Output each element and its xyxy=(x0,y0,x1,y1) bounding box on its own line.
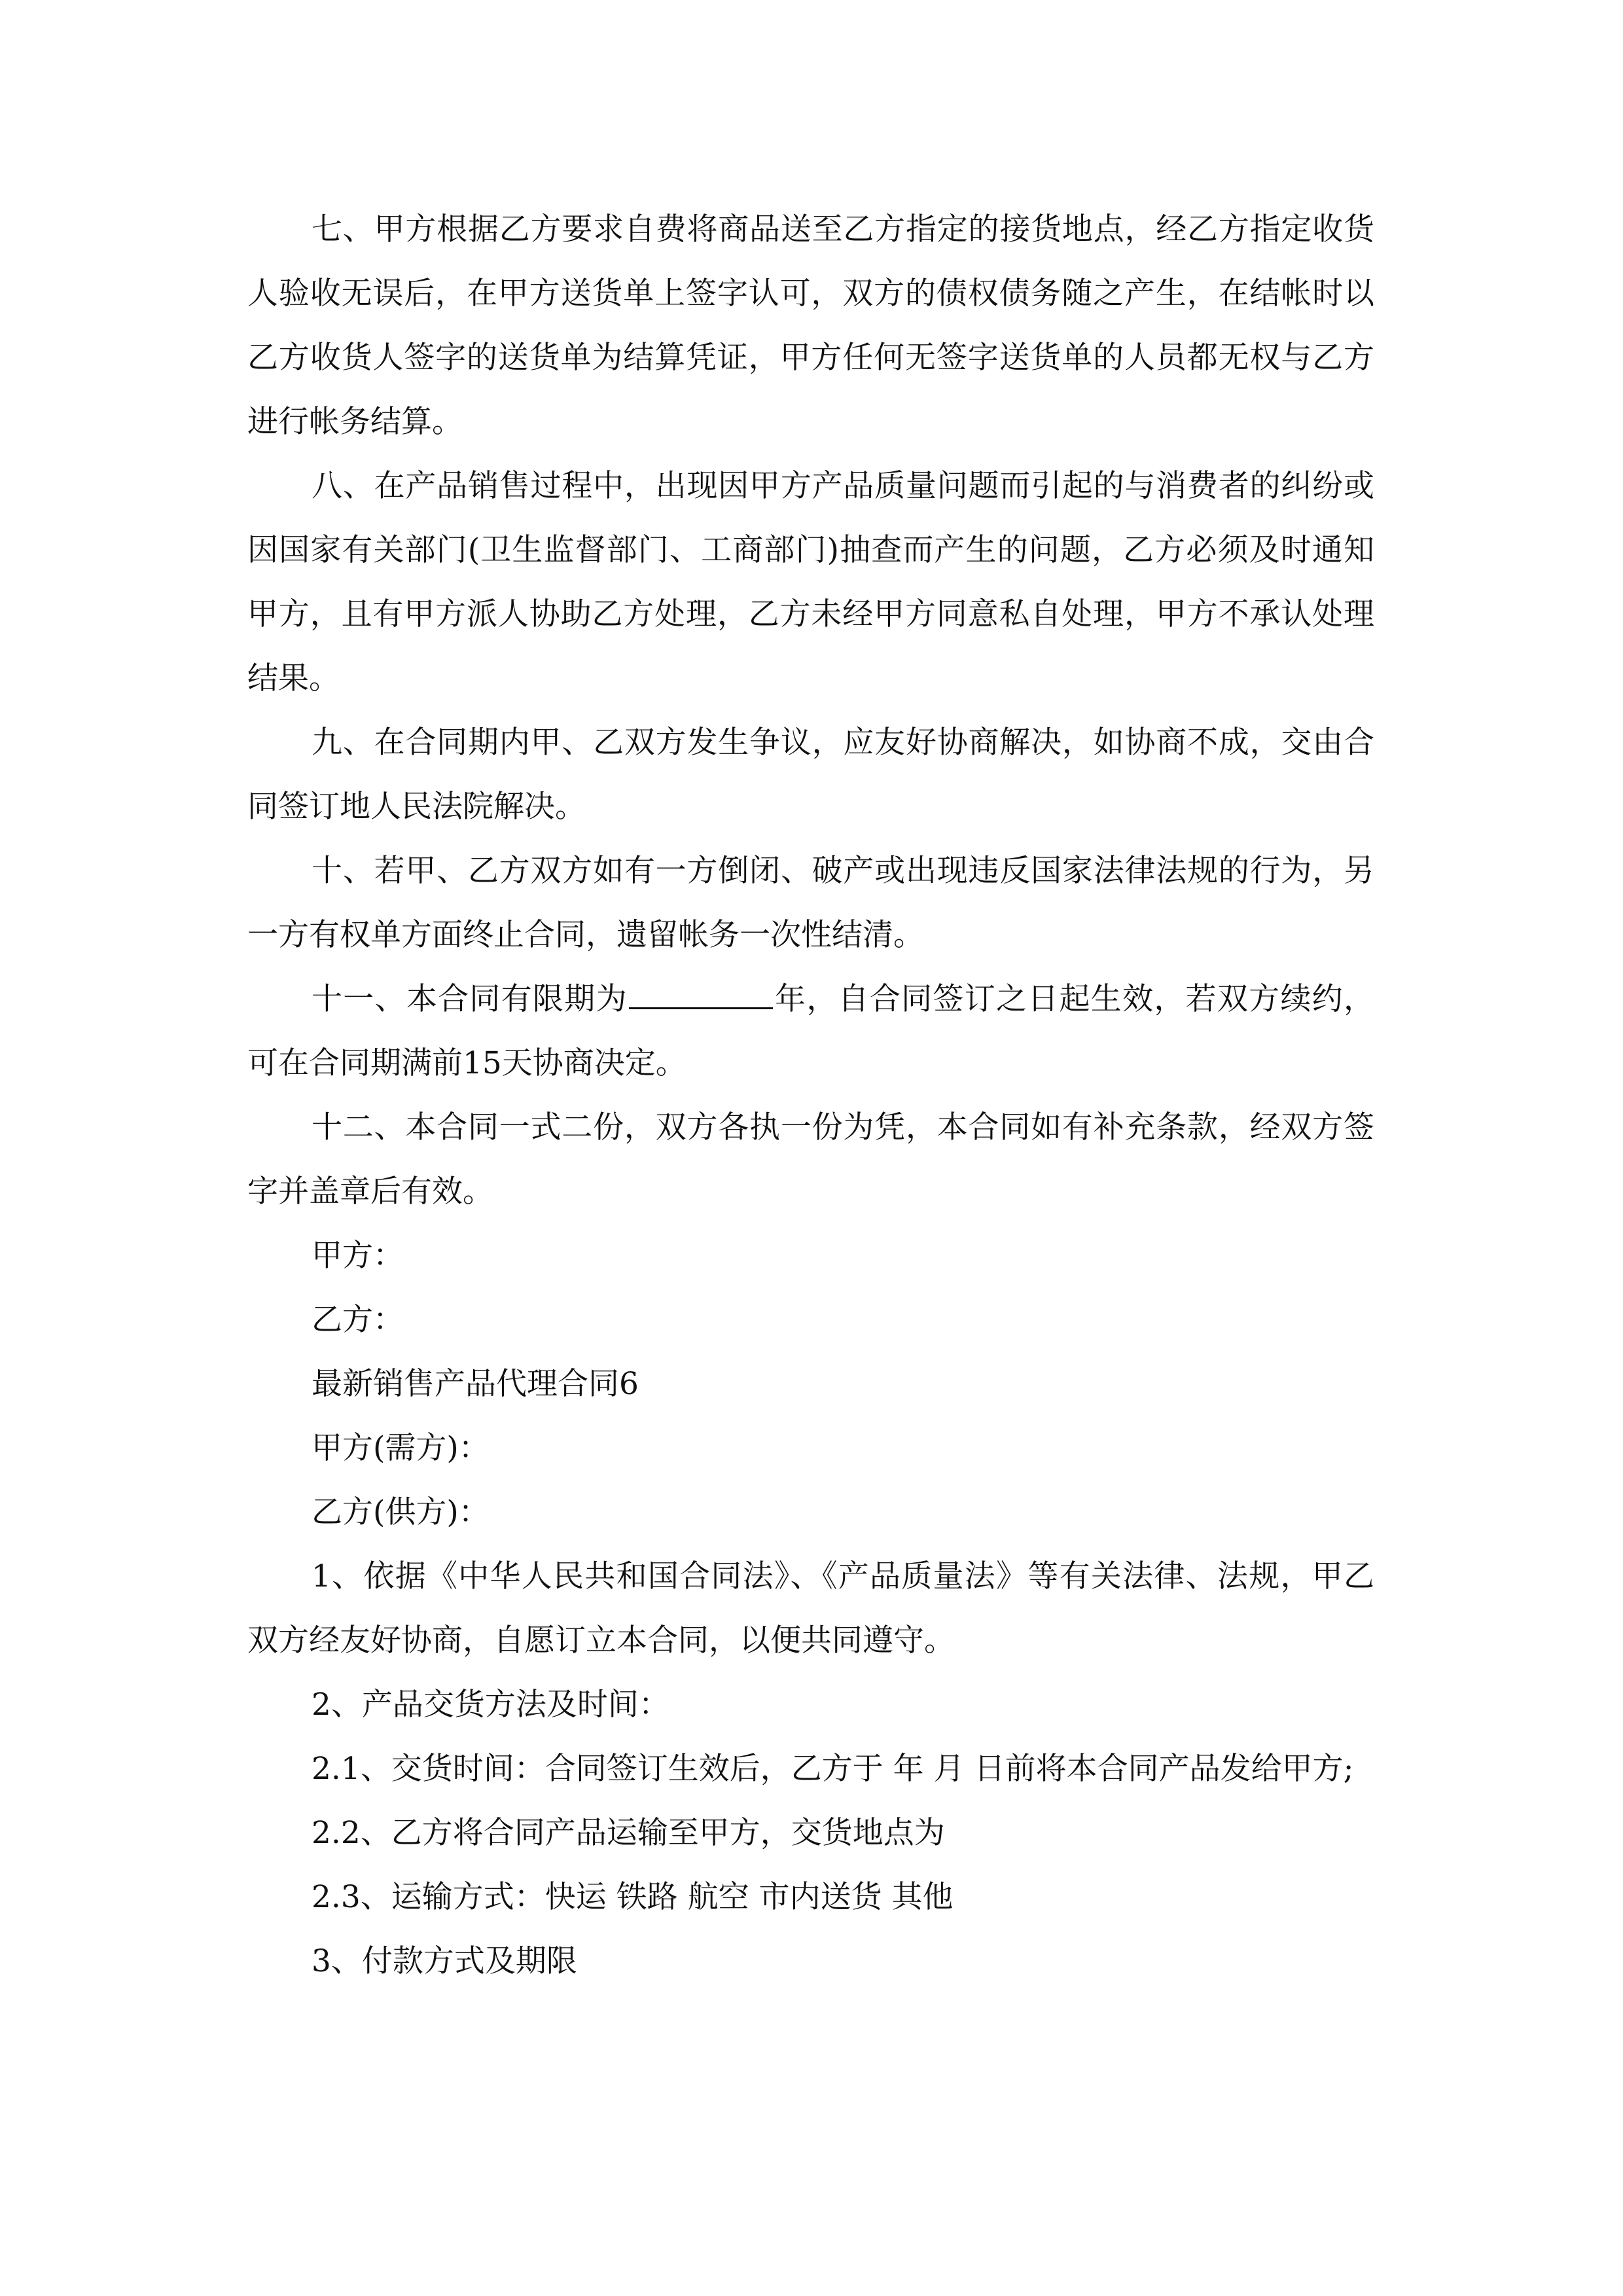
section-2-1: 2.1、交货时间：合同签订生效后，乙方于 年 月 日前将本合同产品发给甲方; xyxy=(312,1751,1354,1787)
clause-10: 十、若甲、乙方双方如有一方倒闭、破产或出现违反国家法律法规的行为，另一方有权单方面终止合同，遗留帐务一次性结清。 xyxy=(247,853,1374,953)
clause-11-text-after: 年，自合同签订之日起生效，若双方续约，可在合同期满前15天协商决定。 xyxy=(247,981,1375,1081)
clause-9: 九、在合同期内甲、乙双方发生争议，应友好协商解决，如协商不成，交由合同签订地人民法院解决。 xyxy=(247,725,1374,825)
party-a-signature-label: 甲方： xyxy=(312,1238,404,1274)
section-2: 2、产品交货方法及时间： xyxy=(312,1687,669,1723)
clause-7: 七、甲方根据乙方要求自费将商品送至乙方指定的接货地点，经乙方指定收货人验收无误后，在甲方送货单上签字认可，双方的债权债务随之产生，在结帐时以乙方收货人签字的送货单为结算凭证，甲方任何无签字送货单的人员都无权与乙方进行帐务结算。 xyxy=(247,211,1374,440)
clause-8: 八、在产品销售过程中，出现因甲方产品质量问题而引起的与消费者的纠纷或因国家有关部门(卫生监督部门、工商部门)抽查而产生的问题，乙方必须及时通知甲方，且有甲方派人协助乙方处理，乙方未经甲方同意私自处理，甲方不承认处理结果。 xyxy=(247,468,1374,696)
clause-12: 十二、本合同一式二份，双方各执一份为凭，本合同如有补充条款，经双方签字并盖章后有效。 xyxy=(247,1109,1374,1210)
clause-11 xyxy=(247,967,1374,1096)
section-1: 1、依据《中华人民共和国合同法》、《产品质量法》等有关法律、法规，甲乙双方经友好协商，自愿订立本合同，以便共同遵守。 xyxy=(247,1558,1374,1659)
section-2-2: 2.2、乙方将合同产品运输至甲方，交货地点为 xyxy=(312,1815,945,1851)
supplier-label: 乙方(供方)： xyxy=(312,1494,490,1530)
document-body xyxy=(247,198,1374,1994)
section-2-3: 2.3、运输方式：快运 铁路 航空 市内送货 其他 xyxy=(312,1879,954,1915)
clause-11-text-before: 十一、本合同有限期为 xyxy=(312,981,628,1017)
contract-title: 最新销售产品代理合同6 xyxy=(312,1366,639,1402)
party-b-signature-label: 乙方： xyxy=(312,1302,404,1338)
buyer-label: 甲方(需方)： xyxy=(312,1430,490,1466)
section-3: 3、付款方式及期限 xyxy=(312,1943,577,1979)
term-years-blank xyxy=(629,981,773,1009)
